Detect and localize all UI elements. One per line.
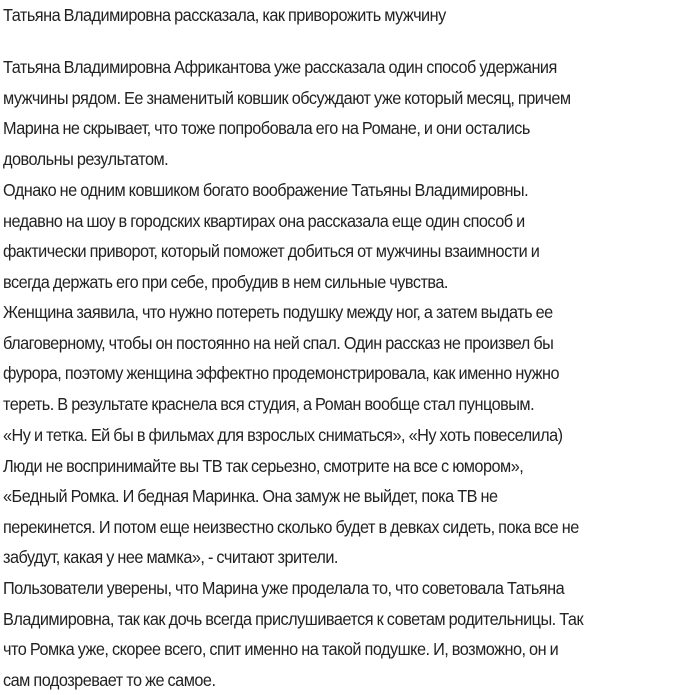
paragraph-line: Женщина заявила, что нужно потереть подушку между ног, а затем выдать ее [3, 297, 699, 328]
paragraph-line: Татьяна Владимировна Африкантова уже рассказала один способ удержания [3, 52, 699, 83]
paragraph-4-viewer-comments [3, 420, 699, 573]
paragraph-line: забудут, какая у нее мамка», - считают зрители. [3, 542, 699, 573]
paragraph-line: фурора, поэтому женщина эффектно продемонстрировала, как именно нужно [3, 358, 699, 389]
paragraph-line: благоверному, чтобы он постоянно на ней спал. Один рассказ не произвел бы [3, 328, 699, 359]
paragraph-line: сам подозревает то же самое. [3, 665, 699, 695]
paragraph-line: Пользователи уверены, что Марина уже проделала то, что советовала Татьяна [3, 573, 699, 604]
paragraph-line: недавно на шоу в городских квартирах она рассказала еще один способ и [3, 206, 699, 237]
article-title-text: Татьяна Владимировна рассказала, как приворожить мужчину [3, 0, 699, 31]
paragraph-line: мужчины рядом. Ее знаменитый ковшик обсуждают уже который месяц, причем [3, 83, 699, 114]
article-title [3, 0, 699, 31]
paragraph-line: довольны результатом. [3, 144, 699, 175]
paragraph-line: тереть. В результате краснела вся студия, а Роман вообще стал пунцовым. [3, 389, 699, 420]
paragraph-line: что Ромка уже, скорее всего, спит именно на такой подушке. И, возможно, он и [3, 634, 699, 665]
paragraph-line: Марина не скрывает, что тоже попробовала его на Романе, и они остались [3, 113, 699, 144]
paragraph-line: фактически приворот, который поможет добиться от мужчины взаимности и [3, 236, 699, 267]
paragraph-2 [3, 175, 699, 297]
paragraph-line: перекинется. И потом еще неизвестно сколько будет в девках сидеть, пока все не [3, 512, 699, 543]
paragraph-5 [3, 573, 699, 695]
paragraph-3 [3, 297, 699, 419]
paragraph-line: Однако не одним ковшиком богато воображение Татьяны Владимировны. [3, 175, 699, 206]
paragraph-line: «Бедный Ромка. И бедная Маринка. Она замуж не выйдет, пока ТВ не [3, 481, 699, 512]
paragraph-line: Люди не воспринимайте вы ТВ так серьезно, смотрите на все с юмором», [3, 451, 699, 482]
paragraph-line: Владимировна, так как дочь всегда прислушивается к советам родительницы. Так [3, 604, 699, 635]
paragraph-1 [3, 52, 699, 174]
paragraph-line: «Ну и тетка. Ей бы в фильмах для взрослых сниматься», «Ну хоть повеселила) [3, 420, 699, 451]
paragraph-line: всегда держать его при себе, пробудив в нем сильные чувства. [3, 267, 699, 298]
